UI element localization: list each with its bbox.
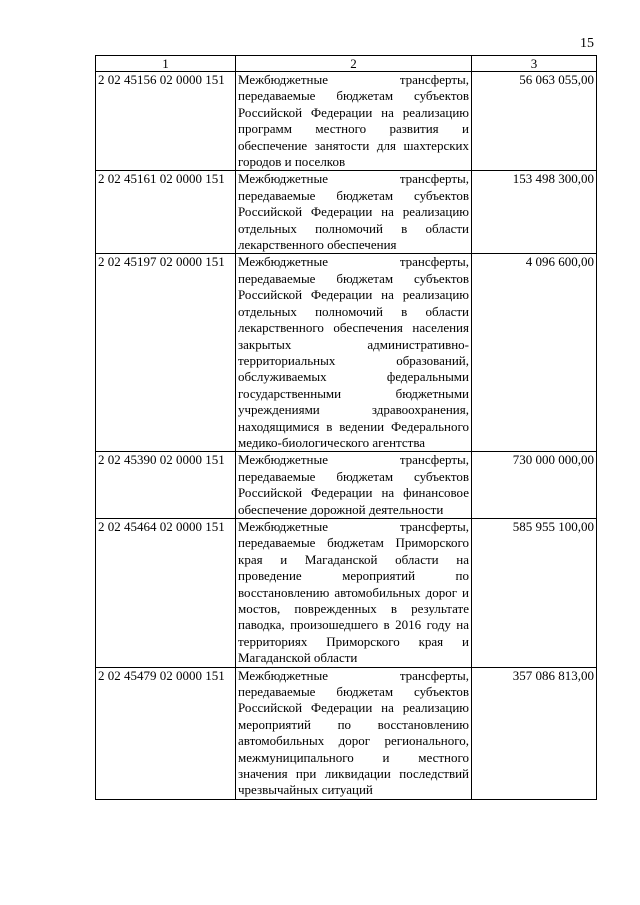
description-cell: Межбюджетные трансферты, передаваемые бюджетам субъектов Российской Федерации на реализацию отдельных полномочий в области лекарственного обеспечения населения закрытых административно-территориальных образований, обслуживаемых федеральными государственными бюджетными учреждениями здравоохранения, находящимися в ведении Федерального медико-биологического агентства [236, 254, 472, 452]
amount-cell: 153 498 300,00 [472, 171, 597, 254]
table-row [96, 254, 597, 452]
description-cell: Межбюджетные трансферты, передаваемые бюджетам субъектов Российской Федерации на финансовое обеспечение дорожной деятельности [236, 452, 472, 519]
amount-cell: 357 086 813,00 [472, 667, 597, 799]
description-cell: Межбюджетные трансферты, передаваемые бюджетам Приморского края и Магаданской области на проведение мероприятий по восстановлению автомобильных дорог и мостов, поврежденных в результате паводка, произошедшего в 2016 году на территориях Приморского края и Магаданской области [236, 518, 472, 667]
budget-code-cell: 2 02 45197 02 0000 151 [96, 254, 236, 452]
description-cell: Межбюджетные трансферты, передаваемые бюджетам субъектов Российской Федерации на реализацию мероприятий по восстановлению автомобильных дорог регионального, межмуниципального и местного значения при ликвидации последствий чрезвычайных ситуаций [236, 667, 472, 799]
budget-code-cell: 2 02 45161 02 0000 151 [96, 171, 236, 254]
table-row [96, 452, 597, 519]
budget-code-cell: 2 02 45390 02 0000 151 [96, 452, 236, 519]
budget-code-cell: 2 02 45479 02 0000 151 [96, 667, 236, 799]
table-row [96, 72, 597, 171]
column-header-code: 1 [96, 56, 236, 72]
table-row [96, 171, 597, 254]
description-cell: Межбюджетные трансферты, передаваемые бюджетам субъектов Российской Федерации на реализацию программ местного развития и обеспечение занятости для шахтерских городов и поселков [236, 72, 472, 171]
column-header-amount: 3 [472, 56, 597, 72]
amount-cell: 4 096 600,00 [472, 254, 597, 452]
column-header-name: 2 [236, 56, 472, 72]
amount-cell: 56 063 055,00 [472, 72, 597, 171]
page-number: 15 [580, 36, 594, 51]
table-header-row [96, 56, 597, 72]
amount-cell: 585 955 100,00 [472, 518, 597, 667]
table-row [96, 518, 597, 667]
table-row [96, 667, 597, 799]
budget-code-cell: 2 02 45156 02 0000 151 [96, 72, 236, 171]
budget-code-cell: 2 02 45464 02 0000 151 [96, 518, 236, 667]
budget-table [95, 55, 597, 800]
description-cell: Межбюджетные трансферты, передаваемые бюджетам субъектов Российской Федерации на реализацию отдельных полномочий в области лекарственного обеспечения [236, 171, 472, 254]
amount-cell: 730 000 000,00 [472, 452, 597, 519]
